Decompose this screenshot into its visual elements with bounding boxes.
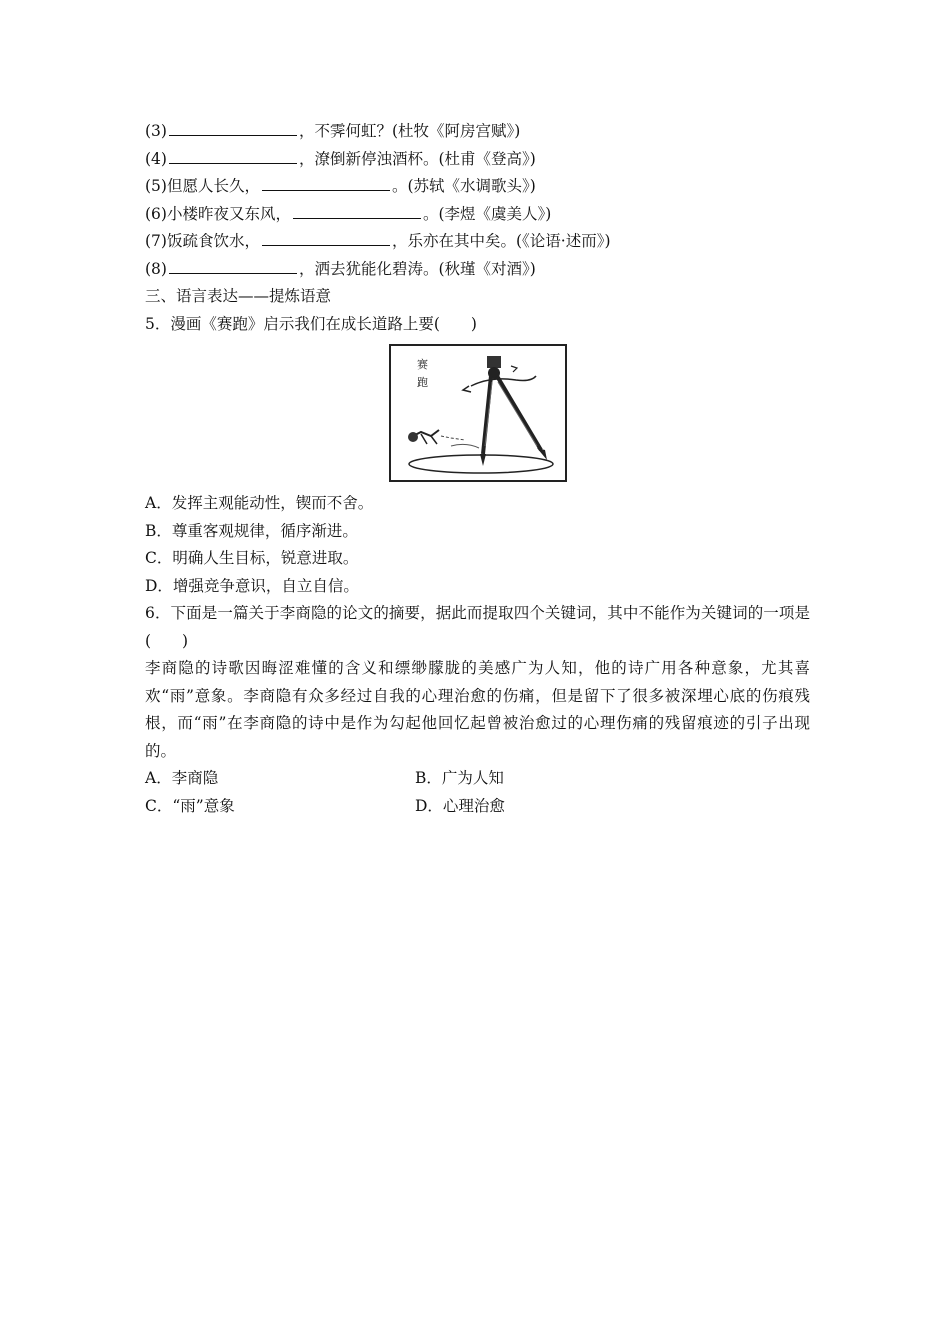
question-5-stem: 5．漫画《赛跑》启示我们在成长道路上要( )	[145, 314, 477, 333]
q5-option-d[interactable]: D．增强竞争意识，自立自信。	[145, 576, 359, 595]
item-number: (3)	[145, 122, 167, 140]
compass-cartoon-drawing	[391, 346, 565, 480]
q6-option-b[interactable]: B．广为人知	[415, 769, 504, 787]
item-text-after: ，潦倒新停浊酒杯。(杜甫《登高》)	[298, 149, 536, 168]
answer-blank[interactable]	[262, 230, 390, 246]
item-text-after: ，洒去犹能化碧涛。(秋瑾《对酒》)	[298, 259, 536, 278]
q6-options-row-1	[145, 765, 810, 793]
item-number: (6)	[145, 204, 167, 223]
answer-blank[interactable]	[262, 175, 390, 191]
cartoon-figure-wrap	[145, 344, 810, 482]
fill-in-item-8	[145, 256, 810, 284]
cartoon-race-image	[389, 344, 567, 482]
q6-option-a[interactable]: A．李商隐	[145, 769, 219, 787]
question-6-passage: 李商隐的诗歌因晦涩难懂的含义和缥缈朦胧的美感广为人知，他的诗广用各种意象，尤其喜欢“雨”意象。李商隐有众多经过自我的心理治愈的伤痛，但是留下了很多被深埋心底的伤痕残根，而“雨”在李商隐的诗中是作为勾起他回忆起曾被治愈过的心理伤痛的残留痕迹的引子出现的。	[145, 659, 810, 760]
fill-in-item-6	[145, 201, 810, 229]
fill-in-item-4	[145, 146, 810, 174]
item-number: (7)	[145, 232, 167, 250]
q6-option-d[interactable]: D．心理治愈	[415, 796, 505, 815]
question-6-stem: 6．下面是一篇关于李商隐的论文的摘要，据此而提取四个关键词，其中不能作为关键词的一项是( )	[145, 604, 810, 650]
answer-blank[interactable]	[169, 120, 297, 136]
item-number: (4)	[145, 149, 167, 168]
fill-in-item-7	[145, 228, 810, 256]
q5-option-c[interactable]: C．明确人生目标，锐意进取。	[145, 549, 359, 567]
item-text-before: 但愿人长久，	[166, 177, 260, 195]
item-number: (5)	[145, 177, 167, 195]
cartoon-caption-glyph-1: 赛	[416, 358, 428, 371]
item-number: (8)	[145, 259, 167, 278]
cartoon-caption-glyph-2: 跑	[416, 376, 428, 389]
answer-blank[interactable]	[169, 148, 297, 164]
q6-option-c[interactable]: C．“雨”意象	[145, 796, 235, 815]
item-text-before: 小楼昨夜又东风，	[166, 204, 291, 223]
fill-in-item-3	[145, 118, 810, 146]
document-page	[145, 118, 810, 820]
answer-blank[interactable]	[293, 203, 421, 219]
item-text-after: ，不霁何虹？(杜牧《阿房宫赋》)	[298, 122, 521, 140]
q5-option-b[interactable]: B．尊重客观规律，循序渐进。	[145, 521, 358, 540]
fill-in-item-5	[145, 173, 810, 201]
item-text-before: 饭疏食饮水，	[166, 232, 260, 250]
item-text-after: ，乐亦在其中矣。(《论语·述而》)	[391, 232, 611, 250]
q6-options-row-2	[145, 793, 810, 821]
section-title: 三、语言表达——提炼语意	[145, 287, 332, 305]
item-text-after: 。(苏轼《水调歌头》)	[391, 177, 536, 195]
answer-blank[interactable]	[169, 258, 297, 274]
item-text-after: 。(李煜《虞美人》)	[422, 204, 552, 223]
q5-option-a[interactable]: A．发挥主观能动性，锲而不舍。	[145, 494, 374, 512]
